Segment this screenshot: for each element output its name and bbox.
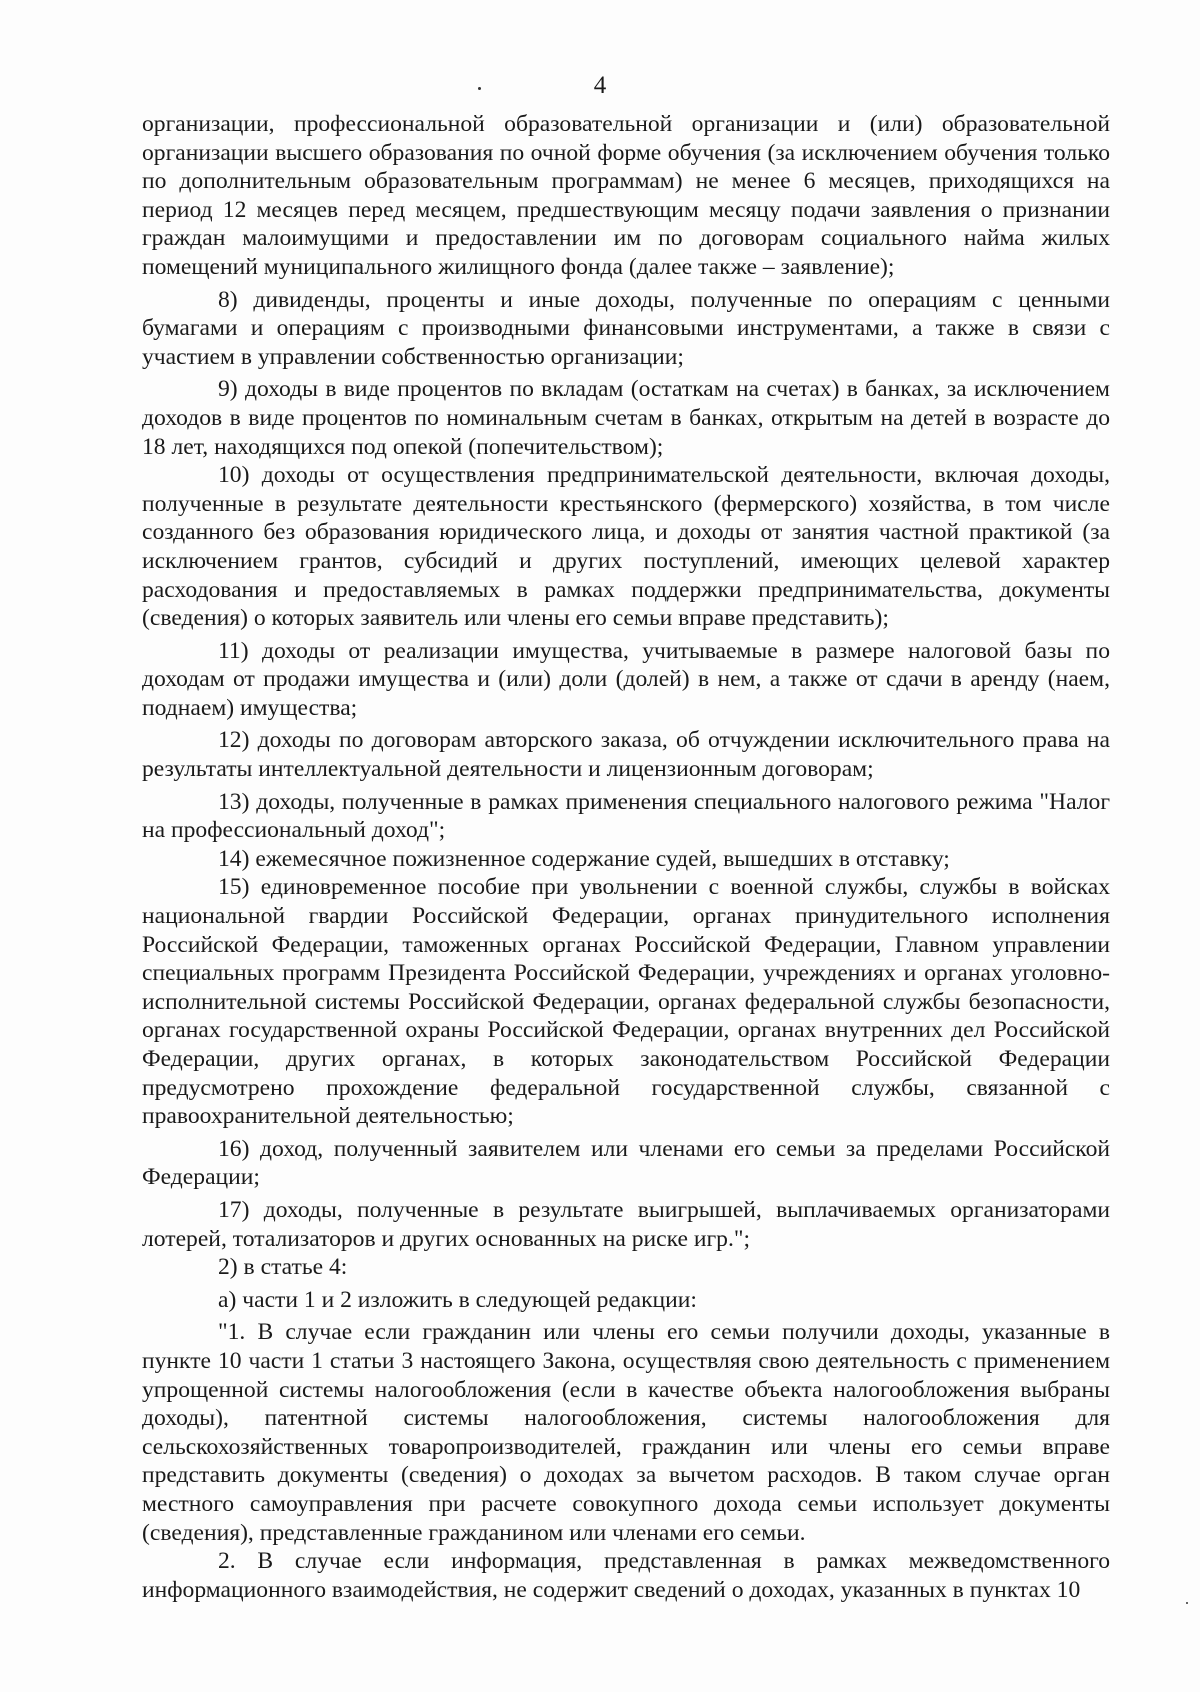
scan-speck: [1186, 1602, 1188, 1604]
list-item-11: 11) доходы от реализации имущества, учитываемые в размере налоговой базы по доходам от продажи имущества и (или) доли (долей) в нем, а также от сдачи в аренду (наем, поднаем) имущества;: [142, 637, 1110, 721]
scan-speck: [478, 87, 481, 90]
list-item-14: 14) ежемесячное пожизненное содержание судей, вышедших в отставку;: [218, 845, 950, 872]
page-number: 4: [593, 72, 607, 99]
list-item-17: 17) доходы, полученные в результате выигрышей, выплачиваемых организаторами лотерей, тотализаторов и других основанных на риске игр.";: [142, 1196, 1110, 1252]
new-part-1: "1. В случае если гражданин или члены его семьи получили доходы, указанные в пункте 10 части 1 статьи 3 настоящего Закона, осуществляя свою деятельность с применением упрощенной системы налогообложения (если в качестве объекта налогообложения выбраны доходы), патентной системы налогообложения, системы налогообложения для сельскохозяйственных товаропроизводителей, гражданин или члены его семьи вправе представить документы (сведения) о доходах за вычетом расходов. В таком случае орган местного самоуправления при расчете совокупного дохода семьи использует документы (сведения), представленные гражданином или членами его семьи.: [142, 1319, 1110, 1546]
list-item-16: 16) доход, полученный заявителем или членами его семьи за пределами Российской Федерации;: [142, 1135, 1110, 1191]
document-body: [142, 110, 1110, 1604]
paragraph-continuation: организации, профессиональной образовательной организации и (или) образовательной организации высшего образования по очной форме обучения (за исключением обучения только по дополнительным образовательным программам) не менее 6 месяцев, приходящихся на период 12 месяцев перед месяцем, предшествующим месяцу подачи заявления о признании граждан малоимущими и предоставлении им по договорам социального найма жилых помещений муниципального жилищного фонда (далее также – заявление);: [142, 111, 1110, 280]
list-item-15: 15) единовременное пособие при увольнении с военной службы, службы в войсках национальной гвардии Российской Федерации, органах принудительного исполнения Российской Федерации, таможенных органах Российской Федерации, Главном управлении специальных программ Президента Российской Федерации, учреждениях и органах уголовно-исполнительной системы Российской Федерации, органах федеральной службы безопасности, органах государственной охраны Российской Федерации, органах внутренних дел Российской Федерации, других органах, в которых законодательством Российской Федерации предусмотрено прохождение федеральной государственной службы, связанной с правоохранительной деятельностью;: [142, 874, 1110, 1130]
list-item-10: 10) доходы от осуществления предпринимательской деятельности, включая доходы, полученные в результате деятельности крестьянского (фермерского) хозяйства, в том числе созданного без образования юридического лица, и доходы от занятия частной практикой (за исключением грантов, субсидий и других поступлений, имеющих целевой характер расходования и предоставляемых в рамках поддержки предпринимательства, документы (сведения) о которых заявитель или члены его семьи вправе представить);: [142, 462, 1110, 632]
list-item-8: 8) дивиденды, проценты и иные доходы, полученные по операциям с ценными бумагами и операциям с производными финансовыми инструментами, а также в связи с участием в управлении собственностью организации;: [142, 286, 1110, 370]
new-part-2: 2. В случае если информация, представленная в рамках межведомственного информационного взаимодействия, не содержит сведений о доходах, указанных в пунктах 10: [142, 1548, 1110, 1603]
list-item-9: 9) доходы в виде процентов по вкладам (остаткам на счетах) в банках, за исключением доходов в виде процентов по номинальным счетам в банках, открытым на детей в возрасте до 18 лет, находящихся под опекой (попечительством);: [142, 376, 1110, 460]
amendment-subitem-a: а) части 1 и 2 изложить в следующей редакции:: [218, 1286, 697, 1313]
list-item-12: 12) доходы по договорам авторского заказа, об отчуждении исключительного права на результаты интеллектуальной деятельности и лицензионным договорам;: [142, 727, 1110, 783]
list-item-13: 13) доходы, полученные в рамках применения специального налогового режима "Налог на профессиональный доход";: [142, 788, 1110, 844]
amendment-article-4: 2) в статье 4:: [218, 1254, 348, 1281]
